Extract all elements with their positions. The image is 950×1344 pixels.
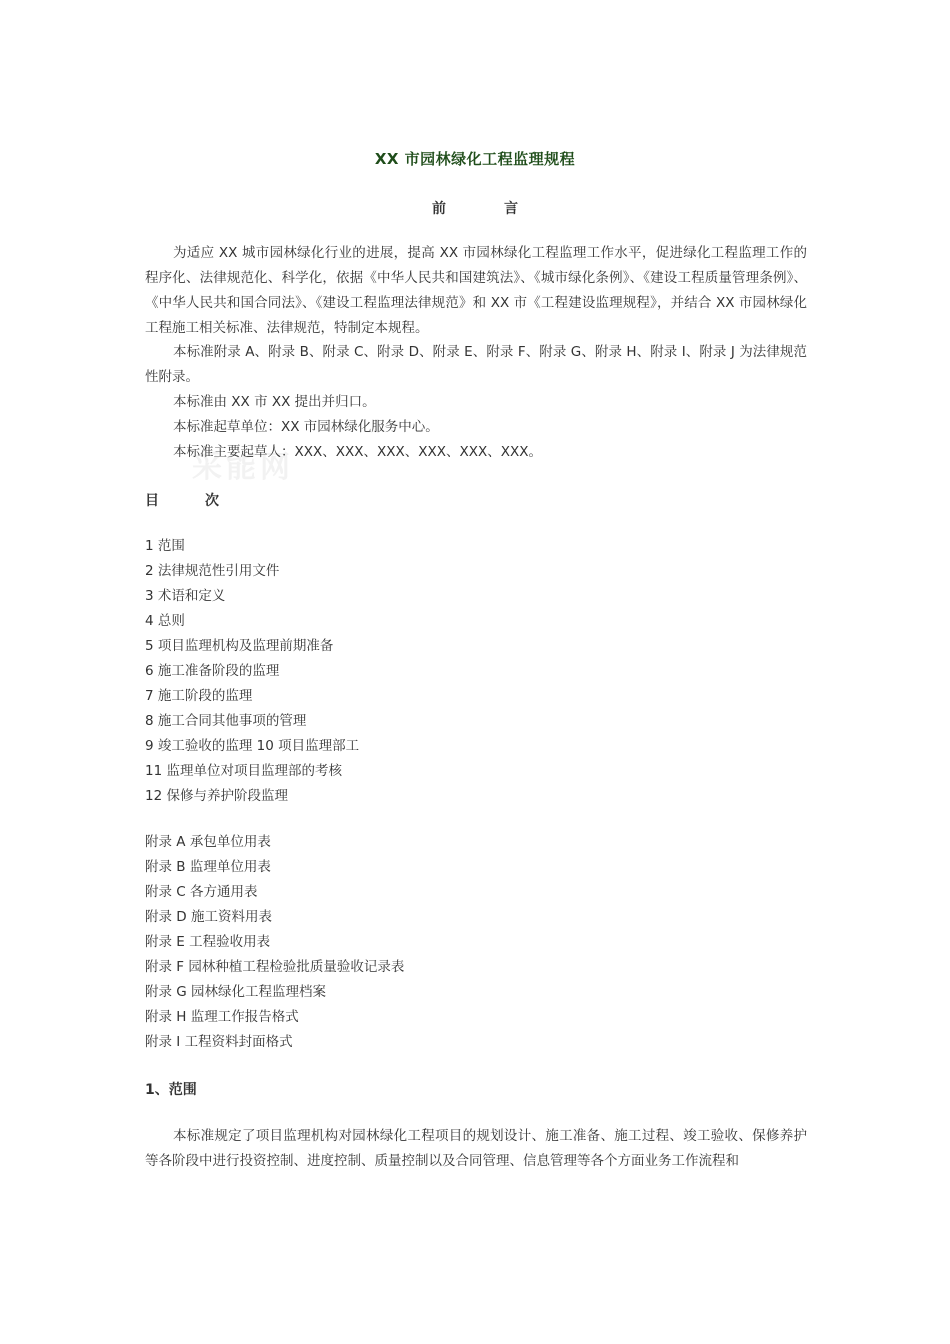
toc-item: 9 竣工验收的监理 10 项目监理部工: [145, 738, 360, 754]
toc-item: 11 监理单位对项目监理部的考核: [145, 763, 342, 779]
preface-heading-char-1: 前: [432, 201, 446, 217]
appendix-item: 附录 D 施工资料用表: [145, 909, 272, 925]
toc-item: 1 范围: [145, 538, 185, 554]
appendix-item: 附录 F 园林种植工程检验批质量验收记录表: [145, 959, 405, 975]
toc-list: [145, 534, 359, 809]
appendix-item: 附录 G 园林绿化工程监理档案: [145, 984, 327, 1000]
preface-paragraph-4: 本标准起草单位：XX 市园林绿化服务中心。: [173, 419, 439, 435]
preface-paragraph-1: 为适应 XX 城市园林绿化行业的进展，提高 XX 市园林绿化工程监理工作水平，促进绿化工程监理工作的程序化、法律规范化、科学化，依据《中华人民共和国建筑法》、《城市绿化条例》、《建设工程质量管理条例》、《中华人民共和国合同法》、《建设工程监理法律规范》和 XX 市《工程建设监理规程》，并结合 XX 市园林绿化工程施工相关标准、法律规范，特制定本规程。: [145, 245, 807, 336]
appendix-item: 附录 C 各方通用表: [145, 884, 258, 900]
document-title: XX 市园林绿化工程监理规程: [374, 150, 576, 168]
section-1-paragraph: 本标准规定了项目监理机构对园林绿化工程项目的规划设计、施工准备、施工过程、竣工验收、保修养护等各阶段中进行投资控制、进度控制、质量控制以及合同管理、信息管理等各个方面业务工作流程和: [145, 1128, 807, 1169]
appendix-item: 附录 A 承包单位用表: [145, 834, 271, 850]
appendix-item: 附录 H 监理工作报告格式: [145, 1009, 299, 1025]
appendix-item: 附录 B 监理单位用表: [145, 859, 271, 875]
preface-paragraph-3: 本标准由 XX 市 XX 提出并归口。: [173, 394, 376, 410]
preface-heading-char-2: 言: [504, 201, 518, 217]
watermark: 采能网: [192, 450, 294, 485]
toc-heading-char-2: 次: [205, 493, 219, 509]
appendix-list: [145, 830, 404, 1055]
toc-heading: [145, 490, 219, 510]
section-1-heading: 1、范围: [145, 1082, 197, 1098]
toc-item: 4 总则: [145, 613, 185, 629]
preface-paragraph-2: 本标准附录 A、附录 B、附录 C、附录 D、附录 E、附录 F、附录 G、附录 H、附录 I、附录 J 为法律规范性附录。: [145, 344, 807, 385]
appendix-item: 附录 E 工程验收用表: [145, 934, 271, 950]
toc-item: 5 项目监理机构及监理前期准备: [145, 638, 334, 654]
toc-item: 3 术语和定义: [145, 588, 226, 604]
toc-item: 2 法律规范性引用文件: [145, 563, 280, 579]
appendix-item: 附录 I 工程资料封面格式: [145, 1034, 293, 1050]
toc-heading-char-1: 目: [145, 493, 159, 509]
preface-paragraph-5: 本标准主要起草人：XXX、XXX、XXX、XXX、XXX、XXX。: [173, 444, 542, 460]
toc-item: 7 施工阶段的监理: [145, 688, 253, 704]
toc-item: 12 保修与养护阶段监理: [145, 788, 288, 804]
toc-item: 6 施工准备阶段的监理: [145, 663, 280, 679]
toc-item: 8 施工合同其他事项的管理: [145, 713, 307, 729]
preface-heading: [0, 198, 950, 218]
